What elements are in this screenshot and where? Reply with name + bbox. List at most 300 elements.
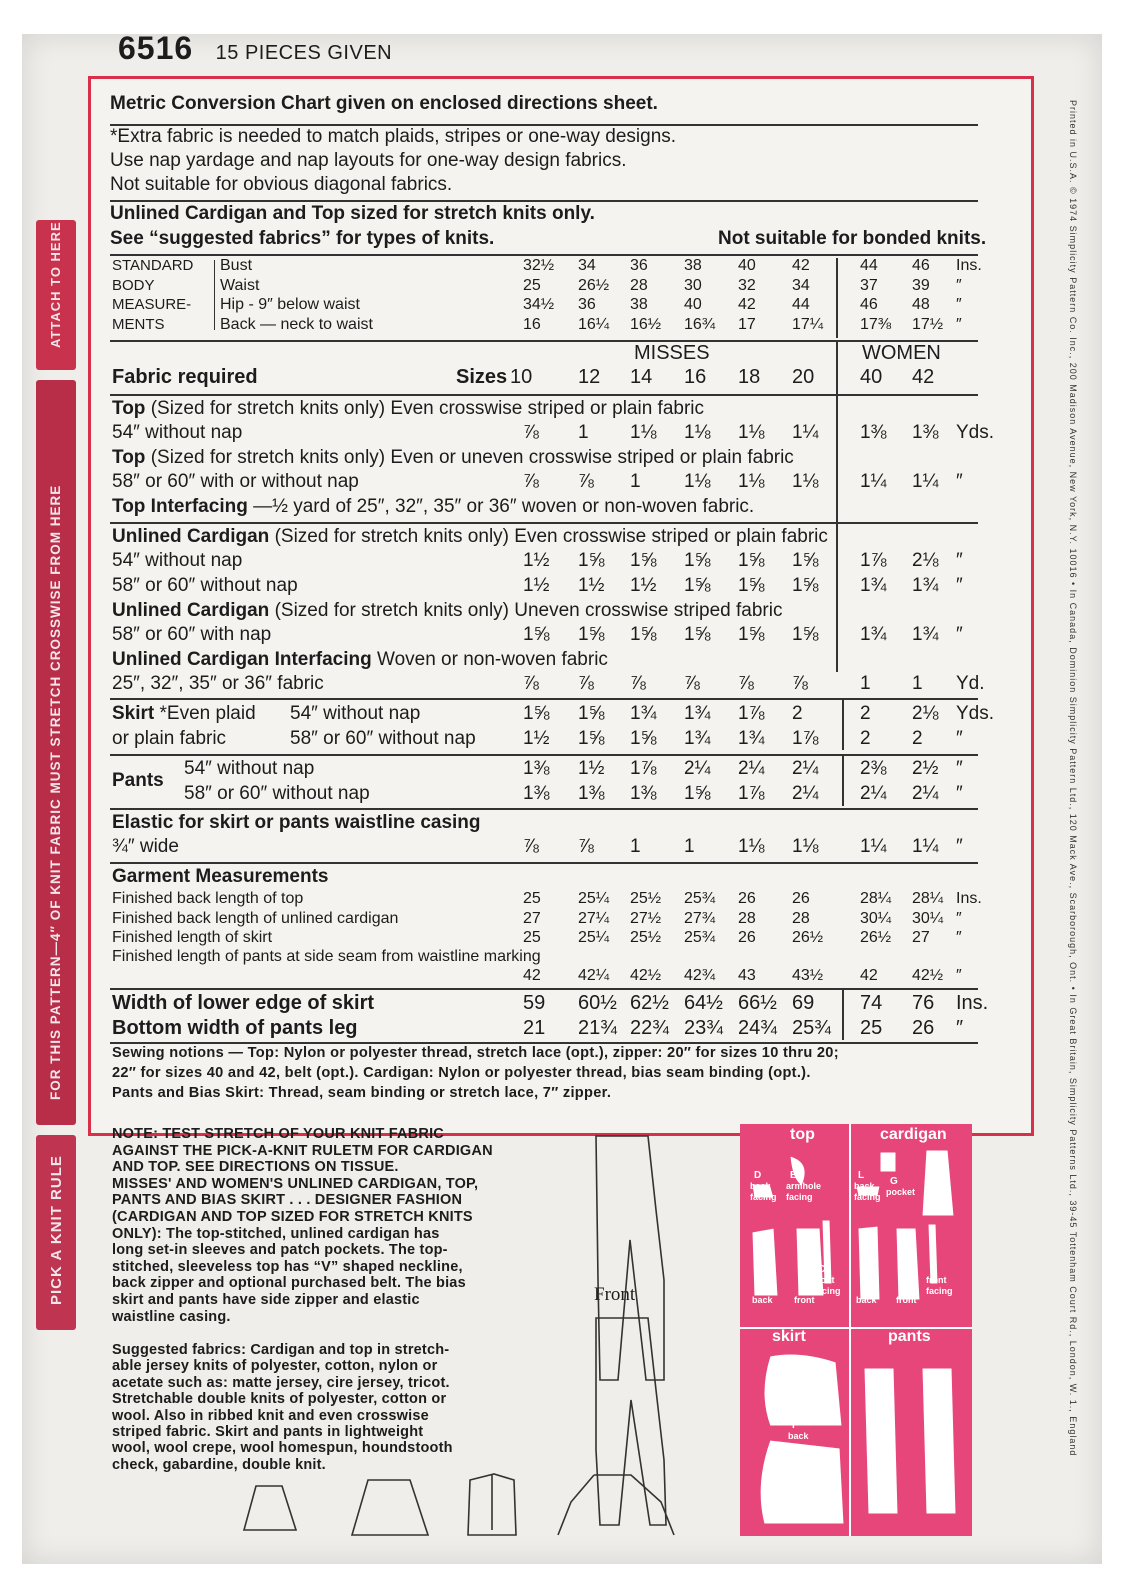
pants-row-value: 2⅜ <box>860 758 887 779</box>
rule-skirt <box>110 698 978 700</box>
piece-name-d: back facing <box>750 1181 777 1202</box>
pants-row-value: 2¼ <box>684 758 711 779</box>
fabric-row-value: 1¼ <box>792 422 819 443</box>
width-row-value: 25¾ <box>792 1017 831 1039</box>
pants-row-label: 58″ or 60″ without nap <box>184 783 370 804</box>
width-row-value: 24¾ <box>738 1017 777 1039</box>
suggested-line: acetate such as: matte jersey, cire jersey, tricot. <box>112 1374 450 1391</box>
size-header: 16 <box>684 366 707 388</box>
suggested-line: check, gabardine, double knit. <box>112 1456 326 1473</box>
measure-row <box>0 316 1133 338</box>
elastic-row-value: 1 <box>684 836 695 857</box>
piece-name-f: front <box>896 1295 917 1305</box>
rule-widths <box>110 988 978 990</box>
width-row-unit: ″ <box>956 1017 964 1039</box>
piece-name-k: front facing <box>926 1275 953 1296</box>
measure-row-value: 39 <box>912 276 930 294</box>
pants-sketch-bottom <box>596 1318 666 1525</box>
size-header: 10 <box>510 366 533 388</box>
width-row-value: 60½ <box>578 992 617 1014</box>
fabric-row <box>0 550 1133 572</box>
garment-row-value: 28¼ <box>912 890 944 907</box>
piece-letter-h: H <box>860 1284 868 1295</box>
pants-row-value: 1⅜ <box>578 783 605 804</box>
vr-pants <box>842 756 844 806</box>
pieces-skirt-label: skirt <box>772 1328 806 1345</box>
piece-letter-n: N <box>796 1502 804 1513</box>
fabric-heading-text: Woven or non-woven fabric <box>371 649 608 670</box>
skirt-row-value: 1⅞ <box>792 728 819 749</box>
note-line: long set-in sleeves and patch pockets. The top- <box>112 1242 448 1259</box>
intro-line-1: Metric Conversion Chart given on enclosed directions sheet. <box>110 93 658 114</box>
fabric-row-label: 58″ or 60″ with nap <box>112 624 272 645</box>
skirt-row-unit: Yds. <box>956 703 995 724</box>
fabric-row-value: 1⅝ <box>792 575 819 596</box>
garment-row-value: 27 <box>523 909 541 927</box>
measure-row-value: 46 <box>912 257 930 274</box>
width-row-label: Bottom width of pants leg <box>112 1017 358 1039</box>
piece-letter-p: P <box>792 1420 799 1431</box>
note-line: MISSES' AND WOMEN'S UNLINED CARDIGAN, TOP, <box>112 1175 479 1192</box>
garment-row-value: 25¼ <box>578 890 610 907</box>
skirt-row-label: 54″ without nap <box>290 703 421 724</box>
skirt-row-value: 1¾ <box>684 703 711 724</box>
skirt-row-value: 1⅝ <box>630 728 657 749</box>
intro-line-2: *Extra fabric is needed to match plaids, stripes or one-way designs. <box>110 126 677 147</box>
piece-name-n: front <box>792 1513 813 1523</box>
fabric-row-value: 2⅛ <box>912 550 939 571</box>
piece-name-b: back <box>752 1295 773 1305</box>
piece-name-e: armhole facing <box>786 1181 822 1202</box>
piece-letter-c: C <box>818 1264 826 1275</box>
suggested-line: Suggested fabrics: Cardigan and top in stretch- <box>112 1342 450 1358</box>
skirt-row-unit: ″ <box>956 728 963 749</box>
fabric-row-unit: Yds. <box>956 422 995 443</box>
garment-row-value: 30¼ <box>860 909 892 927</box>
measure-row-value: 44 <box>792 296 810 313</box>
fabric-heading-bold: Top <box>112 398 146 419</box>
measure-row-value: 38 <box>630 296 648 313</box>
note-line: AGAINST THE PICK-A-KNIT RULETM FOR CARDIGAN <box>112 1142 493 1159</box>
pants-row-value: 2¼ <box>860 783 887 804</box>
measure-row-value: 40 <box>738 257 756 274</box>
suggested-line: able jersey knits of polyester, cotton, nylon or <box>112 1358 438 1375</box>
measure-row-value: 17½ <box>912 315 944 333</box>
pants-row-value: 2¼ <box>792 758 819 779</box>
size-header: 12 <box>578 366 601 388</box>
size-header: 18 <box>738 366 761 388</box>
fabric-row-value: 1⅛ <box>792 471 819 492</box>
fabric-row-unit: ″ <box>956 624 963 645</box>
fabric-heading-bold: Top <box>112 447 146 468</box>
strip-rule-text: PICK A KNIT RULE <box>48 1155 65 1305</box>
measure-row-unit: ″ <box>956 315 962 333</box>
rule-elastic <box>110 808 978 810</box>
piece-name-l: back facing <box>854 1181 881 1202</box>
piece-letter-k: K <box>930 1264 938 1275</box>
fabric-heading <box>112 496 754 518</box>
garment-row-label: Finished back length of top <box>112 890 304 907</box>
measure-row-label: Back — neck to waist <box>220 315 373 333</box>
garment-pants-row <box>0 967 1133 989</box>
garment-row-value: 30¼ <box>912 909 944 927</box>
fabric-row-label: 54″ without nap <box>112 550 243 571</box>
suggested-line: Stretchable double knits of polyester, cotton or <box>112 1391 447 1408</box>
rule-sizes <box>110 340 978 342</box>
fabric-row-value: 1¾ <box>860 575 887 596</box>
pants-label: Pants <box>112 770 164 791</box>
pants-row-value: 1⅞ <box>630 758 657 779</box>
garment-row-unit: Ins. <box>956 890 982 907</box>
piece-name-a: front <box>794 1295 815 1305</box>
garment-row-value: 26 <box>792 890 810 907</box>
rule-measurements <box>110 254 978 256</box>
note-line: (CARDIGAN AND TOP SIZED FOR STRETCH KNITS <box>112 1209 473 1225</box>
fabric-row-value: 1¼ <box>860 471 887 492</box>
skirt-row-value: 1¾ <box>738 728 765 749</box>
garment-row-value: 27¼ <box>578 909 610 927</box>
fabric-row-value: 1¾ <box>860 624 887 645</box>
envelope-header <box>118 30 392 67</box>
pieces-cardigan-label: cardigan <box>880 1126 947 1143</box>
width-row-value: 22¾ <box>630 1017 669 1039</box>
fabric-row-value: 1 <box>860 673 871 694</box>
fabric-row-value: 1⅛ <box>684 471 711 492</box>
fabric-heading-text: (Sized for stretch knits only) Even or uneven crosswise striped or plain fabric <box>145 447 794 468</box>
pants-sketch-top <box>596 1136 664 1380</box>
measure-row-unit: Ins. <box>956 257 982 274</box>
pieces-top-label: top <box>790 1126 815 1143</box>
women-heading: WOMEN <box>862 342 941 364</box>
measure-row-value: 37 <box>860 276 878 294</box>
skirt-row <box>0 703 1133 725</box>
width-row <box>0 1017 1133 1039</box>
fabric-row-label: 25″, 32″, 35″ or 36″ fabric <box>112 673 324 694</box>
measure-row-value: 16¾ <box>684 315 716 333</box>
fabric-heading-text: (Sized for stretch knits only) Even crosswise striped or plain fabric <box>145 398 705 419</box>
fabric-row-value: 1⅝ <box>738 624 765 645</box>
fabric-row-value: 1⅝ <box>792 624 819 645</box>
measure-row-value: 36 <box>630 257 648 274</box>
measure-row-value: 42 <box>738 296 756 313</box>
fabric-heading-bold: Unlined Cardigan <box>112 526 270 547</box>
garment-row-value: 25 <box>523 929 541 946</box>
measure-row-value: 25 <box>523 276 541 294</box>
fabric-row-value: ⅞ <box>738 673 754 694</box>
garment-pants-row-value: 42¼ <box>578 967 610 984</box>
garment-row-unit: ″ <box>956 929 962 946</box>
width-row-value: 62½ <box>630 992 669 1014</box>
piece-name-c: front facing <box>814 1275 841 1296</box>
fabric-row-value: 1¾ <box>912 624 939 645</box>
garment-pants-row-value: 42 <box>523 967 541 984</box>
fabric-row-unit: Yd. <box>956 673 985 694</box>
piece-p-shape <box>764 1354 842 1426</box>
sewing-notions-line: 22″ for sizes 40 and 42, belt (opt.). Cardigan: Nylon or polyester thread, bias seam binding (opt.). <box>112 1065 811 1081</box>
sewing-notions-line: Sewing notions — Top: Nylon or polyester thread, stretch lace (opt.), zipper: 20″ for sizes 10 thru 20; <box>112 1045 839 1061</box>
measure-group-label: STANDARD <box>112 257 194 274</box>
skirt-row-value: 2 <box>860 703 871 724</box>
measure-row-value: 26½ <box>578 276 610 294</box>
width-row-label: Width of lower edge of skirt <box>112 992 375 1014</box>
elastic-row-value: 1 <box>630 836 641 857</box>
note-line: skirt and pants have side zipper and elastic <box>112 1292 420 1308</box>
garment-row-unit: ″ <box>956 909 962 927</box>
pants-row-value: 2¼ <box>738 758 765 779</box>
measure-row-value: 32 <box>738 276 756 294</box>
fabric-row-value: 1⅛ <box>630 422 657 443</box>
fabric-row-value: 1 <box>630 471 641 492</box>
fabric-heading <box>112 649 608 671</box>
size-header: 20 <box>792 366 815 388</box>
skirt-sketch-left <box>244 1486 296 1530</box>
measure-row-value: 40 <box>684 296 702 313</box>
rule-intro-2 <box>110 200 978 202</box>
fabric-row-value: 1⅝ <box>523 624 550 645</box>
fabric-required-label: Fabric required <box>112 366 258 388</box>
fabric-row <box>0 673 1133 695</box>
width-row <box>0 992 1133 1014</box>
fabric-row <box>0 471 1133 493</box>
elastic-row-value: ⅞ <box>578 836 594 857</box>
elastic-row-value: 1¼ <box>860 836 887 857</box>
garment-row-value: 25¼ <box>578 929 610 946</box>
rule-cardigan <box>110 522 978 524</box>
pants-row-value: 1⅝ <box>684 783 711 804</box>
measure-row-value: 34½ <box>523 296 555 313</box>
garment-row-value: 28¼ <box>860 890 892 907</box>
garment-row-value: 26 <box>738 890 756 907</box>
pieces-given: 15 PIECES GIVEN <box>215 42 393 64</box>
suggested-line: striped fabric. Skirt and pants in lightweight <box>112 1424 424 1440</box>
size-header: 40 <box>860 366 883 388</box>
garment-row-value: 28 <box>738 909 756 927</box>
width-row-value: 69 <box>792 992 815 1014</box>
garment-row-value: 26½ <box>860 929 892 946</box>
measure-row-value: 17 <box>738 315 756 333</box>
garment-row-value: 27 <box>912 929 930 946</box>
note-line: AND TOP. SEE DIRECTIONS ON TISSUE. <box>112 1159 399 1176</box>
pants-row-value: 2¼ <box>912 783 939 804</box>
fabric-heading-text: (Sized for stretch knits only) Uneven crosswise striped fabric <box>269 600 783 621</box>
piece-letter-a: A <box>798 1284 806 1295</box>
elastic-row-value: 1⅛ <box>738 836 765 857</box>
piece-name-h: back <box>856 1295 877 1305</box>
intro-line-5: Unlined Cardigan and Top sized for stretch knits only. <box>110 203 595 224</box>
garment-row-value: 26½ <box>792 929 824 946</box>
fabric-row-value: 1⅛ <box>738 471 765 492</box>
pants-row-value: 1⅜ <box>523 783 550 804</box>
skirt-label-text: *Even plaid <box>154 703 256 724</box>
measure-group-label: BODY <box>112 276 155 294</box>
fabric-heading <box>112 447 794 469</box>
rule-pants <box>110 754 978 756</box>
width-row-value: 59 <box>523 992 546 1014</box>
skirt-label-2: or plain fabric <box>112 728 227 749</box>
size-header: 14 <box>630 366 653 388</box>
pants-row-value: 1⅜ <box>630 783 657 804</box>
fabric-row-value: 1⅜ <box>860 422 887 443</box>
fabric-row-value: 1⅞ <box>860 550 887 571</box>
fashion-sketches <box>236 1130 696 1540</box>
width-row-value: 21¾ <box>578 1017 617 1039</box>
measure-row-value: 28 <box>630 276 648 294</box>
fabric-heading <box>112 526 828 548</box>
skirt-label-bold: Skirt <box>112 703 155 724</box>
elastic-row <box>0 836 1133 858</box>
fabric-row-value: 1⅝ <box>630 624 657 645</box>
fabric-heading-text: (Sized for stretch knits only) Even crosswise striped or plain fabric <box>269 526 828 547</box>
note-line: PANTS AND BIAS SKIRT . . . DESIGNER FASHION <box>112 1192 463 1209</box>
elastic-heading: Elastic for skirt or pants waistline casing <box>112 812 481 833</box>
suggested-line: wool. Also in ribbed knit and even crosswise <box>112 1407 429 1424</box>
garment-row-value: 25¾ <box>684 890 716 907</box>
garment-row-label: Finished back length of unlined cardigan <box>112 909 399 927</box>
garment-row-value: 25½ <box>630 890 662 907</box>
measure-row-value: 48 <box>912 296 930 313</box>
fabric-row-value: 1 <box>578 422 589 443</box>
fabric-row-value: 1⅝ <box>738 550 765 571</box>
pants-row-value: 2¼ <box>792 783 819 804</box>
width-row-value: 26 <box>912 1017 935 1039</box>
garment-row-label: Finished length of skirt <box>112 929 273 946</box>
intro-line-3: Use nap yardage and nap layouts for one-way design fabrics. <box>110 150 627 171</box>
fabric-row-value: 1⅝ <box>684 624 711 645</box>
garment-pants-row-value: 42½ <box>630 967 662 984</box>
skirt-row-value: 1⅝ <box>578 703 605 724</box>
strip-attach-text: ATTACH TO HERE <box>48 221 63 348</box>
fabric-row-value: ⅞ <box>578 673 594 694</box>
pants-row <box>0 758 1133 780</box>
pants-row-unit: ″ <box>956 758 963 779</box>
measure-row-value: 36 <box>578 296 596 313</box>
measure-row-label: Waist <box>220 276 260 294</box>
fabric-heading-bold: Unlined Cardigan <box>112 600 270 621</box>
fabric-row-value: 1⅝ <box>684 550 711 571</box>
skirt-row-label: 58″ or 60″ without nap <box>290 728 476 749</box>
piece-letter-m: M <box>928 1196 937 1207</box>
sewing-notions-line: Pants and Bias Skirt: Thread, seam binding or stretch lace, 7″ zipper. <box>112 1085 612 1101</box>
fabric-heading-bold: Top Interfacing <box>112 496 248 517</box>
piece-letter-s: S <box>872 1470 879 1481</box>
fabric-row-label: 58″ or 60″ without nap <box>112 575 298 596</box>
measure-row-value: 44 <box>860 257 878 274</box>
elastic-row-label: ¾″ wide <box>112 836 179 857</box>
fabric-row-value: ⅞ <box>523 471 539 492</box>
measure-row-value: 17⅜ <box>860 315 892 333</box>
width-row-value: 64½ <box>684 992 723 1014</box>
piece-letter-l: L <box>858 1170 865 1181</box>
skirt-sketch-mid <box>352 1480 428 1535</box>
vr-fabric <box>836 342 838 672</box>
intro-line-6b: Not suitable for bonded knits. <box>718 228 987 249</box>
fabric-row-value: 1½ <box>523 550 550 571</box>
top-sketch <box>468 1474 516 1535</box>
intro-line-6: See “suggested fabrics” for types of knits. <box>110 228 495 249</box>
pieces-pants-label: pants <box>888 1328 931 1345</box>
piece-name-m: sleeve <box>924 1207 952 1217</box>
fabric-row-label: 54″ without nap <box>112 422 243 443</box>
vr-width <box>842 990 844 1040</box>
fabric-row-value: ⅞ <box>578 471 594 492</box>
width-row-value: 76 <box>912 992 935 1014</box>
garment-pants-row-unit: ″ <box>956 967 962 984</box>
garment-row-value: 25 <box>523 890 541 907</box>
fabric-row-value: 1⅝ <box>578 550 605 571</box>
fabric-row-value: 1⅛ <box>738 422 765 443</box>
strip-stretch-text: FOR THIS PATTERN—4″ OF KNIT FABRIC MUST STRETCH CROSSWISE FROM HERE <box>48 484 63 1100</box>
fabric-row-value: 1⅝ <box>792 550 819 571</box>
measure-row-value: 34 <box>578 257 596 274</box>
pants-row-value: 1½ <box>578 758 605 779</box>
width-row-value: 25 <box>860 1017 883 1039</box>
fabric-row-value: 1½ <box>523 575 550 596</box>
measure-group-label: MENTS <box>112 315 165 333</box>
pants-row <box>0 783 1133 805</box>
fabric-row-value: 1⅝ <box>630 550 657 571</box>
measure-row-value: 34 <box>792 276 810 294</box>
elastic-row-value: 1⅛ <box>792 836 819 857</box>
piece-letter-r: R <box>932 1470 940 1481</box>
fabric-row-value: 1⅜ <box>912 422 939 443</box>
note-line: NOTE: TEST STRETCH OF YOUR KNIT FABRIC <box>112 1126 444 1142</box>
strip-rule <box>36 1135 76 1330</box>
pants-row-value: 1⅞ <box>738 783 765 804</box>
fabric-row-value: 1⅝ <box>578 624 605 645</box>
piece-letter-d: D <box>754 1170 762 1181</box>
piece-letter-g: G <box>890 1176 898 1187</box>
note-line: stitched, sleeveless top has “V” shaped neckline, <box>112 1258 463 1275</box>
width-row-value: 74 <box>860 992 883 1014</box>
garment-row-value: 27½ <box>630 909 662 927</box>
piece-letter-e: E <box>790 1170 797 1181</box>
garment-pants-row-value: 42¾ <box>684 967 716 984</box>
skirt-row-value: 2⅛ <box>912 703 939 724</box>
rule-fabric <box>110 394 978 396</box>
fabric-row-value: ⅞ <box>684 673 700 694</box>
fabric-row-unit: ″ <box>956 471 963 492</box>
skirt-row-value: 2 <box>912 728 923 749</box>
pattern-pieces-box <box>740 1124 972 1536</box>
measure-row-unit: ″ <box>956 296 962 313</box>
skirt-row-value: 1½ <box>523 728 550 749</box>
fabric-row <box>0 422 1133 444</box>
skirt-row-value: 1⅞ <box>738 703 765 724</box>
fabric-row-unit: ″ <box>956 550 963 571</box>
fabric-row-value: 1¼ <box>912 471 939 492</box>
measure-row-value: 16 <box>523 315 541 333</box>
measure-row-value: 38 <box>684 257 702 274</box>
garment-pants-row-value: 43½ <box>792 967 824 984</box>
garment-heading: Garment Measurements <box>112 866 329 887</box>
skirt-row <box>0 728 1133 750</box>
garment-pants-row-value: 42½ <box>912 967 944 984</box>
note-line: ONLY): The top-stitched, unlined cardigan has <box>112 1225 440 1242</box>
elastic-row-value: ⅞ <box>523 836 539 857</box>
fabric-row <box>0 575 1133 597</box>
rule-garment <box>110 862 978 864</box>
fabric-heading <box>112 600 782 622</box>
misses-heading: MISSES <box>634 342 710 364</box>
pattern-number: 6516 <box>118 30 194 66</box>
pants-row-unit: ″ <box>956 783 963 804</box>
garment-row-value: 25½ <box>630 929 662 946</box>
fabric-row <box>0 624 1133 646</box>
front-label: Front <box>594 1284 636 1305</box>
measure-row-value: 32½ <box>523 257 555 274</box>
sizes-label: Sizes <box>456 366 508 388</box>
measure-row-label: Hip - 9″ below waist <box>220 296 360 313</box>
